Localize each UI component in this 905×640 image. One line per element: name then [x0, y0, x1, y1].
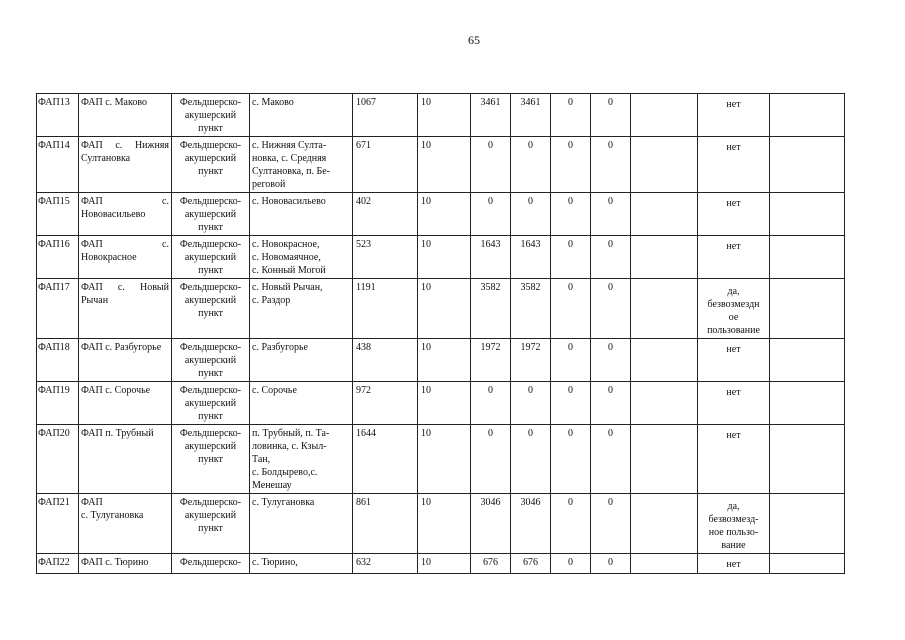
cell-col9-text: 0: [568, 428, 573, 439]
fap-table: [36, 93, 845, 574]
cell-population: [353, 382, 418, 425]
cell-settlements-text: с. Новокрасное, с. Новомаячное, с. Конный Могой: [252, 239, 326, 276]
cell-settlements: [250, 339, 353, 382]
page-number: 65: [468, 33, 480, 47]
cell-col8: [511, 554, 551, 574]
cell-col6: [418, 137, 471, 193]
cell-col8: [511, 193, 551, 236]
cell-col9: [551, 494, 591, 554]
cell-col11: [631, 339, 698, 382]
cell-ownership: [698, 494, 770, 554]
cell-name-text: ФАП с. Сорочье: [81, 385, 151, 396]
cell-code-text: ФАП18: [38, 342, 70, 353]
cell-col10: [591, 554, 631, 574]
cell-col6-text: 10: [421, 97, 431, 108]
cell-settlements-text: п. Трубный, п. Та- ловинка, с. Кзыл- Тан, с. Болдырево,с. Менешау: [252, 428, 330, 491]
cell-col9: [551, 382, 591, 425]
cell-code-text: ФАП17: [38, 282, 70, 293]
cell-col7-text: 0: [488, 385, 493, 396]
cell-col13: [770, 494, 845, 554]
cell-name: [79, 193, 172, 236]
cell-population-text: 972: [356, 385, 371, 396]
cell-col10: [591, 193, 631, 236]
table-body: [37, 94, 845, 574]
cell-ownership-text: нет: [726, 241, 741, 252]
cell-col7: [471, 279, 511, 339]
cell-code: [37, 94, 79, 137]
cell-settlements: [250, 494, 353, 554]
cell-col11: [631, 494, 698, 554]
cell-population: [353, 137, 418, 193]
cell-ownership: [698, 236, 770, 279]
cell-col6-text: 10: [421, 385, 431, 396]
cell-name: [79, 554, 172, 574]
cell-col7: [471, 236, 511, 279]
cell-settlements-text: с. Нововасильево: [252, 196, 326, 207]
cell-col10: [591, 137, 631, 193]
table-row: [37, 382, 845, 425]
cell-population: [353, 425, 418, 494]
cell-settlements-text: с. Маково: [252, 97, 294, 108]
cell-ownership-text: нет: [726, 99, 741, 110]
cell-name: [79, 494, 172, 554]
cell-col9-text: 0: [568, 342, 573, 353]
cell-col10-text: 0: [608, 342, 613, 353]
cell-col10-text: 0: [608, 428, 613, 439]
cell-col9-text: 0: [568, 140, 573, 151]
cell-col13: [770, 339, 845, 382]
cell-col10-text: 0: [608, 497, 613, 508]
cell-col6: [418, 339, 471, 382]
cell-col8: [511, 339, 551, 382]
cell-population-text: 438: [356, 342, 371, 353]
cell-code: [37, 425, 79, 494]
cell-col10-text: 0: [608, 97, 613, 108]
table-row: [37, 494, 845, 554]
cell-col6-text: 10: [421, 428, 431, 439]
cell-settlements: [250, 425, 353, 494]
cell-col8-text: 1972: [520, 342, 541, 353]
cell-col8: [511, 494, 551, 554]
cell-name-text: ФАП с. Маково: [81, 97, 147, 108]
cell-type: [172, 236, 250, 279]
cell-col13: [770, 425, 845, 494]
cell-col13: [770, 137, 845, 193]
cell-settlements: [250, 236, 353, 279]
cell-type-text: Фельдшерско-: [179, 557, 242, 568]
cell-population: [353, 554, 418, 574]
cell-type-text: Фельдшерско- акушерский пункт: [179, 428, 242, 465]
cell-col10: [591, 279, 631, 339]
cell-name-text: ФАП п. Трубный: [81, 428, 154, 439]
cell-col8-text: 3046: [520, 497, 541, 508]
cell-col7: [471, 339, 511, 382]
cell-col8-text: 3461: [520, 97, 541, 108]
cell-ownership-text: нет: [726, 344, 741, 355]
cell-col7-text: 0: [488, 428, 493, 439]
cell-col9: [551, 554, 591, 574]
table-row: [37, 193, 845, 236]
cell-col7-text: 0: [488, 140, 493, 151]
cell-population-text: 861: [356, 497, 371, 508]
cell-ownership-text: нет: [726, 142, 741, 153]
table-row: [37, 236, 845, 279]
cell-col8-text: 0: [528, 385, 533, 396]
cell-name-text: ФАП с. Разбугорье: [81, 342, 162, 353]
cell-col10-text: 0: [608, 239, 613, 250]
cell-ownership: [698, 339, 770, 382]
table-row: [37, 425, 845, 494]
cell-type-text: Фельдшерско- акушерский пункт: [179, 385, 242, 422]
cell-population-text: 523: [356, 239, 371, 250]
cell-ownership-text: нет: [726, 559, 741, 570]
cell-col8: [511, 137, 551, 193]
cell-col6-text: 10: [421, 239, 431, 250]
cell-ownership-text: нет: [726, 430, 741, 441]
cell-settlements: [250, 554, 353, 574]
cell-ownership-text: да, безвозмезд- ное пользо- вание: [708, 501, 759, 551]
cell-col7-text: 3046: [480, 497, 501, 508]
cell-name: [79, 236, 172, 279]
cell-col6-text: 10: [421, 196, 431, 207]
cell-col9: [551, 94, 591, 137]
cell-col10-text: 0: [608, 282, 613, 293]
cell-col7: [471, 554, 511, 574]
cell-population: [353, 236, 418, 279]
cell-col10: [591, 494, 631, 554]
cell-col8: [511, 279, 551, 339]
cell-settlements: [250, 193, 353, 236]
cell-code: [37, 137, 79, 193]
cell-col7-text: 676: [483, 557, 498, 568]
cell-col10: [591, 94, 631, 137]
cell-population: [353, 279, 418, 339]
cell-code-text: ФАП16: [38, 239, 70, 250]
cell-type: [172, 137, 250, 193]
cell-settlements: [250, 94, 353, 137]
cell-col6-text: 10: [421, 282, 431, 293]
cell-type: [172, 279, 250, 339]
cell-population: [353, 339, 418, 382]
cell-name-text: ФАП с. Новокрасное: [81, 239, 169, 263]
cell-ownership: [698, 193, 770, 236]
cell-ownership-text: нет: [726, 387, 741, 398]
cell-ownership: [698, 279, 770, 339]
cell-population-text: 671: [356, 140, 371, 151]
cell-code-text: ФАП15: [38, 196, 70, 207]
cell-name: [79, 382, 172, 425]
cell-col9-text: 0: [568, 97, 573, 108]
cell-col7-text: 0: [488, 196, 493, 207]
cell-col7: [471, 94, 511, 137]
cell-col11: [631, 94, 698, 137]
cell-type-text: Фельдшерско- акушерский пункт: [179, 140, 242, 177]
cell-population-text: 402: [356, 196, 371, 207]
cell-col9: [551, 425, 591, 494]
cell-type: [172, 94, 250, 137]
cell-col10-text: 0: [608, 140, 613, 151]
cell-type-text: Фельдшерско- акушерский пункт: [179, 196, 242, 233]
cell-col13: [770, 279, 845, 339]
cell-ownership-text: нет: [726, 198, 741, 209]
cell-name-text: ФАП с. Тулугановка: [81, 497, 144, 521]
cell-type: [172, 193, 250, 236]
cell-population: [353, 193, 418, 236]
cell-type-text: Фельдшерско- акушерский пункт: [179, 97, 242, 134]
cell-name: [79, 137, 172, 193]
cell-ownership: [698, 137, 770, 193]
cell-col6: [418, 382, 471, 425]
cell-population-text: 1644: [356, 428, 376, 439]
cell-col9-text: 0: [568, 282, 573, 293]
cell-col10-text: 0: [608, 385, 613, 396]
cell-col9: [551, 279, 591, 339]
cell-col10-text: 0: [608, 196, 613, 207]
cell-ownership: [698, 425, 770, 494]
cell-settlements-text: с. Тулугановка: [252, 497, 315, 508]
cell-col9: [551, 339, 591, 382]
cell-col11: [631, 382, 698, 425]
cell-col6-text: 10: [421, 140, 431, 151]
cell-name-text: ФАП с. Нижняя Султановка: [81, 140, 169, 164]
cell-code-text: ФАП14: [38, 140, 70, 151]
cell-population-text: 632: [356, 557, 371, 568]
cell-type-text: Фельдшерско- акушерский пункт: [179, 342, 242, 379]
cell-col10: [591, 339, 631, 382]
cell-col8: [511, 425, 551, 494]
cell-col7: [471, 494, 511, 554]
cell-col7-text: 3461: [480, 97, 501, 108]
cell-code: [37, 236, 79, 279]
cell-type-text: Фельдшерско- акушерский пункт: [179, 282, 242, 319]
cell-col6-text: 10: [421, 342, 431, 353]
cell-type: [172, 339, 250, 382]
cell-name-text: ФАП с. Тюрино: [81, 557, 149, 568]
cell-type: [172, 554, 250, 574]
cell-settlements-text: с. Разбугорье: [252, 342, 308, 353]
cell-col13: [770, 94, 845, 137]
cell-col6: [418, 494, 471, 554]
cell-col7: [471, 425, 511, 494]
cell-col11: [631, 236, 698, 279]
cell-col7: [471, 193, 511, 236]
cell-col9: [551, 137, 591, 193]
cell-col8-text: 1643: [520, 239, 541, 250]
cell-col6-text: 10: [421, 557, 431, 568]
cell-name: [79, 279, 172, 339]
cell-col13: [770, 382, 845, 425]
cell-name: [79, 339, 172, 382]
cell-col8-text: 3582: [520, 282, 541, 293]
cell-type-text: Фельдшерско- акушерский пункт: [179, 497, 242, 534]
cell-col9-text: 0: [568, 385, 573, 396]
cell-type: [172, 494, 250, 554]
cell-col8: [511, 94, 551, 137]
cell-col10: [591, 425, 631, 494]
cell-ownership-text: да, безвозмездн ое пользование: [707, 286, 760, 336]
cell-col11: [631, 193, 698, 236]
cell-col9-text: 0: [568, 557, 573, 568]
cell-settlements: [250, 137, 353, 193]
cell-col8-text: 676: [523, 557, 538, 568]
cell-col8-text: 0: [528, 196, 533, 207]
table-row: [37, 94, 845, 137]
cell-col6: [418, 193, 471, 236]
cell-type: [172, 382, 250, 425]
cell-type: [172, 425, 250, 494]
cell-col8-text: 0: [528, 140, 533, 151]
cell-code: [37, 279, 79, 339]
cell-col8: [511, 382, 551, 425]
cell-name: [79, 94, 172, 137]
table-row: [37, 279, 845, 339]
cell-ownership: [698, 554, 770, 574]
cell-col10: [591, 382, 631, 425]
cell-col11: [631, 425, 698, 494]
cell-col9: [551, 193, 591, 236]
cell-col6: [418, 279, 471, 339]
cell-col7: [471, 137, 511, 193]
cell-col13: [770, 554, 845, 574]
cell-col8: [511, 236, 551, 279]
cell-ownership: [698, 382, 770, 425]
cell-code-text: ФАП13: [38, 97, 70, 108]
cell-type-text: Фельдшерско- акушерский пункт: [179, 239, 242, 276]
cell-col8-text: 0: [528, 428, 533, 439]
cell-code: [37, 382, 79, 425]
cell-code: [37, 193, 79, 236]
cell-name-text: ФАП с. Новый Рычан: [81, 282, 169, 306]
table-row: [37, 554, 845, 574]
cell-col11: [631, 554, 698, 574]
cell-code: [37, 554, 79, 574]
cell-col7-text: 1643: [480, 239, 501, 250]
cell-population-text: 1067: [356, 97, 376, 108]
cell-code-text: ФАП21: [38, 497, 70, 508]
cell-col9-text: 0: [568, 239, 573, 250]
cell-name-text: ФАП с. Нововасильево: [81, 196, 169, 220]
cell-population: [353, 494, 418, 554]
cell-settlements-text: с. Сорочье: [252, 385, 297, 396]
cell-code-text: ФАП19: [38, 385, 70, 396]
cell-name: [79, 425, 172, 494]
cell-col9: [551, 236, 591, 279]
cell-code: [37, 494, 79, 554]
cell-col13: [770, 193, 845, 236]
cell-col6: [418, 236, 471, 279]
cell-col11: [631, 279, 698, 339]
cell-population-text: 1191: [356, 282, 376, 293]
cell-col9-text: 0: [568, 196, 573, 207]
cell-settlements-text: с. Тюрино,: [252, 557, 298, 568]
cell-col9-text: 0: [568, 497, 573, 508]
cell-col10: [591, 236, 631, 279]
cell-settlements: [250, 382, 353, 425]
cell-ownership: [698, 94, 770, 137]
cell-population: [353, 94, 418, 137]
cell-col13: [770, 236, 845, 279]
cell-col6-text: 10: [421, 497, 431, 508]
cell-col6: [418, 425, 471, 494]
cell-col6: [418, 554, 471, 574]
cell-settlements: [250, 279, 353, 339]
cell-code-text: ФАП20: [38, 428, 70, 439]
cell-settlements-text: с. Нижняя Султа- новка, с. Средняя Султановка, п. Бе- реговой: [252, 140, 330, 190]
cell-col7-text: 3582: [480, 282, 501, 293]
cell-col7: [471, 382, 511, 425]
cell-col7-text: 1972: [480, 342, 501, 353]
cell-code: [37, 339, 79, 382]
cell-settlements-text: с. Новый Рычан, с. Раздор: [252, 282, 323, 306]
cell-col10-text: 0: [608, 557, 613, 568]
table-row: [37, 137, 845, 193]
table-row: [37, 339, 845, 382]
cell-col11: [631, 137, 698, 193]
cell-code-text: ФАП22: [38, 557, 70, 568]
cell-col6: [418, 94, 471, 137]
